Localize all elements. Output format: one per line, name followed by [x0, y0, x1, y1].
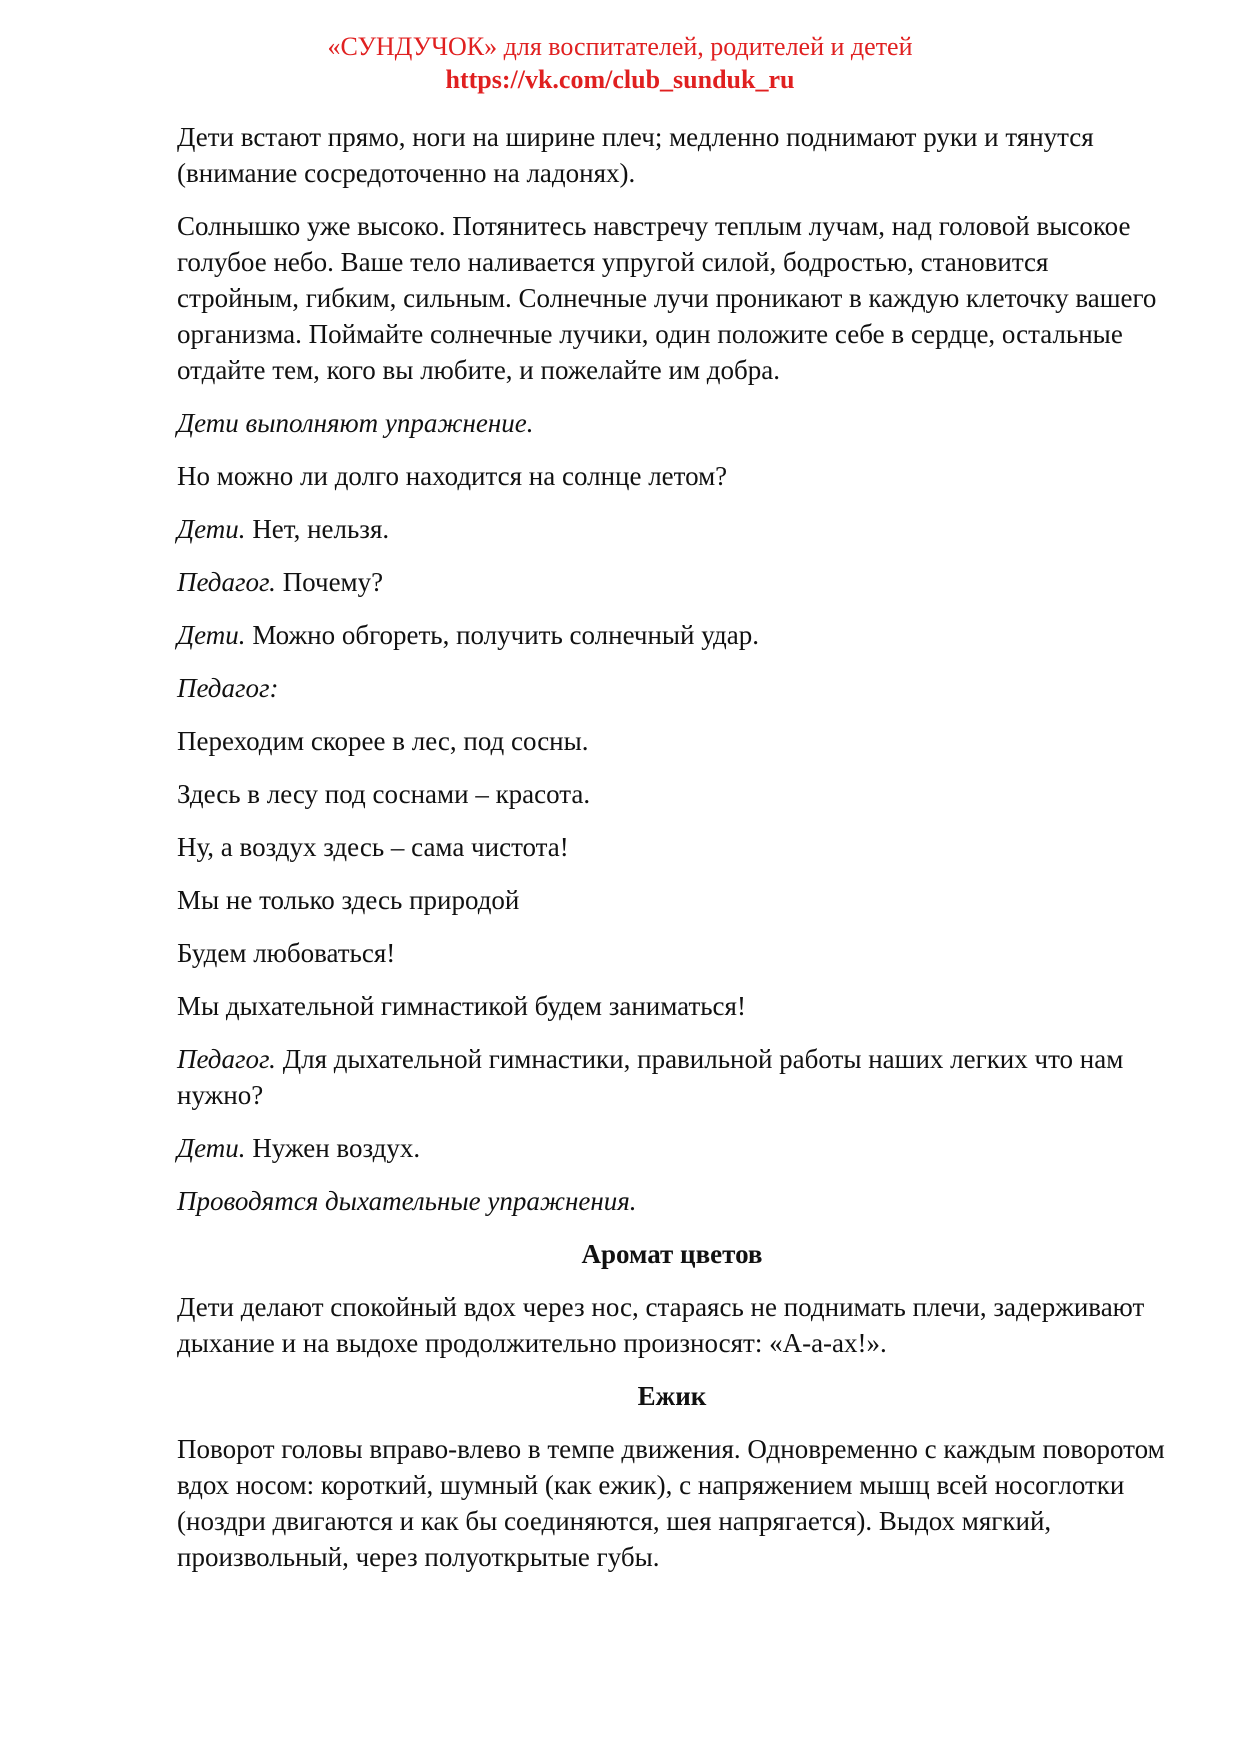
dialogue-line [177, 1130, 1167, 1166]
dialogue-text: Для дыхательной гимнастики, правильной работы наших легких что нам нужно? [177, 1044, 1124, 1110]
exercise-description: Поворот головы вправо-влево в темпе движения. Одновременно с каждым поворотом вдох носом: короткий, шумный (как ежик), с напряжением мышц всей носоглотки (ноздри двигаются и как бы соединяются, шея напрягается). Выдох мягкий, произвольный, через полуоткрытые губы. [177, 1434, 1165, 1572]
speaker-label: Дети. [177, 620, 246, 650]
speaker-label: Дети. [177, 514, 246, 544]
speaker-label: Педагог. [177, 1044, 276, 1074]
poem-line: Мы не только здесь природой [177, 885, 520, 915]
section-heading: Ежик [637, 1381, 707, 1411]
stage-direction: Дети выполняют упражнение. [177, 408, 534, 438]
poem-line: Здесь в лесу под соснами – красота. [177, 779, 591, 809]
dialogue-text: Почему? [275, 567, 384, 597]
speaker-label: Педагог: [177, 673, 279, 703]
dialogue-line [177, 564, 1167, 600]
paragraph-question: Но можно ли долго находится на солнце летом? [177, 461, 728, 491]
paragraph-sun: Солнышко уже высоко. Потянитесь навстречу теплым лучам, над головой высокое голубое небо. Ваше тело наливается упругой силой, бодростью, становится стройным, гибким, сильным. Солнечные лучи проникают в каждую клеточку вашего организма. Поймайте солнечные лучики, один положите себе в сердце, остальные отдайте тем, кого вы любите, и пожелайте им добра. [177, 211, 1157, 385]
header-url[interactable]: https://vk.com/club_sunduk_ru [445, 65, 795, 94]
dialogue-text: Нет, нельзя. [245, 514, 390, 544]
dialogue-line [177, 511, 1167, 547]
poem-line: Будем любоваться! [177, 938, 396, 968]
document-body [177, 119, 1167, 1592]
dialogue-line [177, 617, 1167, 653]
stage-direction: Проводятся дыхательные упражнения. [177, 1186, 637, 1216]
dialogue-text: Можно обгореть, получить солнечный удар. [245, 620, 760, 650]
paragraph-intro: Дети встают прямо, ноги на ширине плеч; медленно поднимают руки и тянутся (внимание сосредоточенно на ладонях). [177, 122, 1094, 188]
poem-line: Переходим скорее в лес, под сосны. [177, 726, 589, 756]
section-heading: Аромат цветов [581, 1239, 763, 1269]
dialogue-text: Нужен воздух. [245, 1133, 421, 1163]
speaker-label: Педагог. [177, 567, 276, 597]
page-header [0, 30, 1240, 96]
poem-line: Мы дыхательной гимнастикой будем заниматься! [177, 991, 746, 1021]
header-title: «СУНДУЧОК» для воспитателей, родителей и детей [327, 32, 913, 61]
poem-line: Ну, а воздух здесь – сама чистота! [177, 832, 569, 862]
exercise-description: Дети делают спокойный вдох через нос, стараясь не поднимать плечи, задерживают дыхание и на выдохе продолжительно произносят: «А-а-ах!». [177, 1292, 1145, 1358]
speaker-label: Дети. [177, 1133, 246, 1163]
dialogue-line [177, 1041, 1167, 1113]
